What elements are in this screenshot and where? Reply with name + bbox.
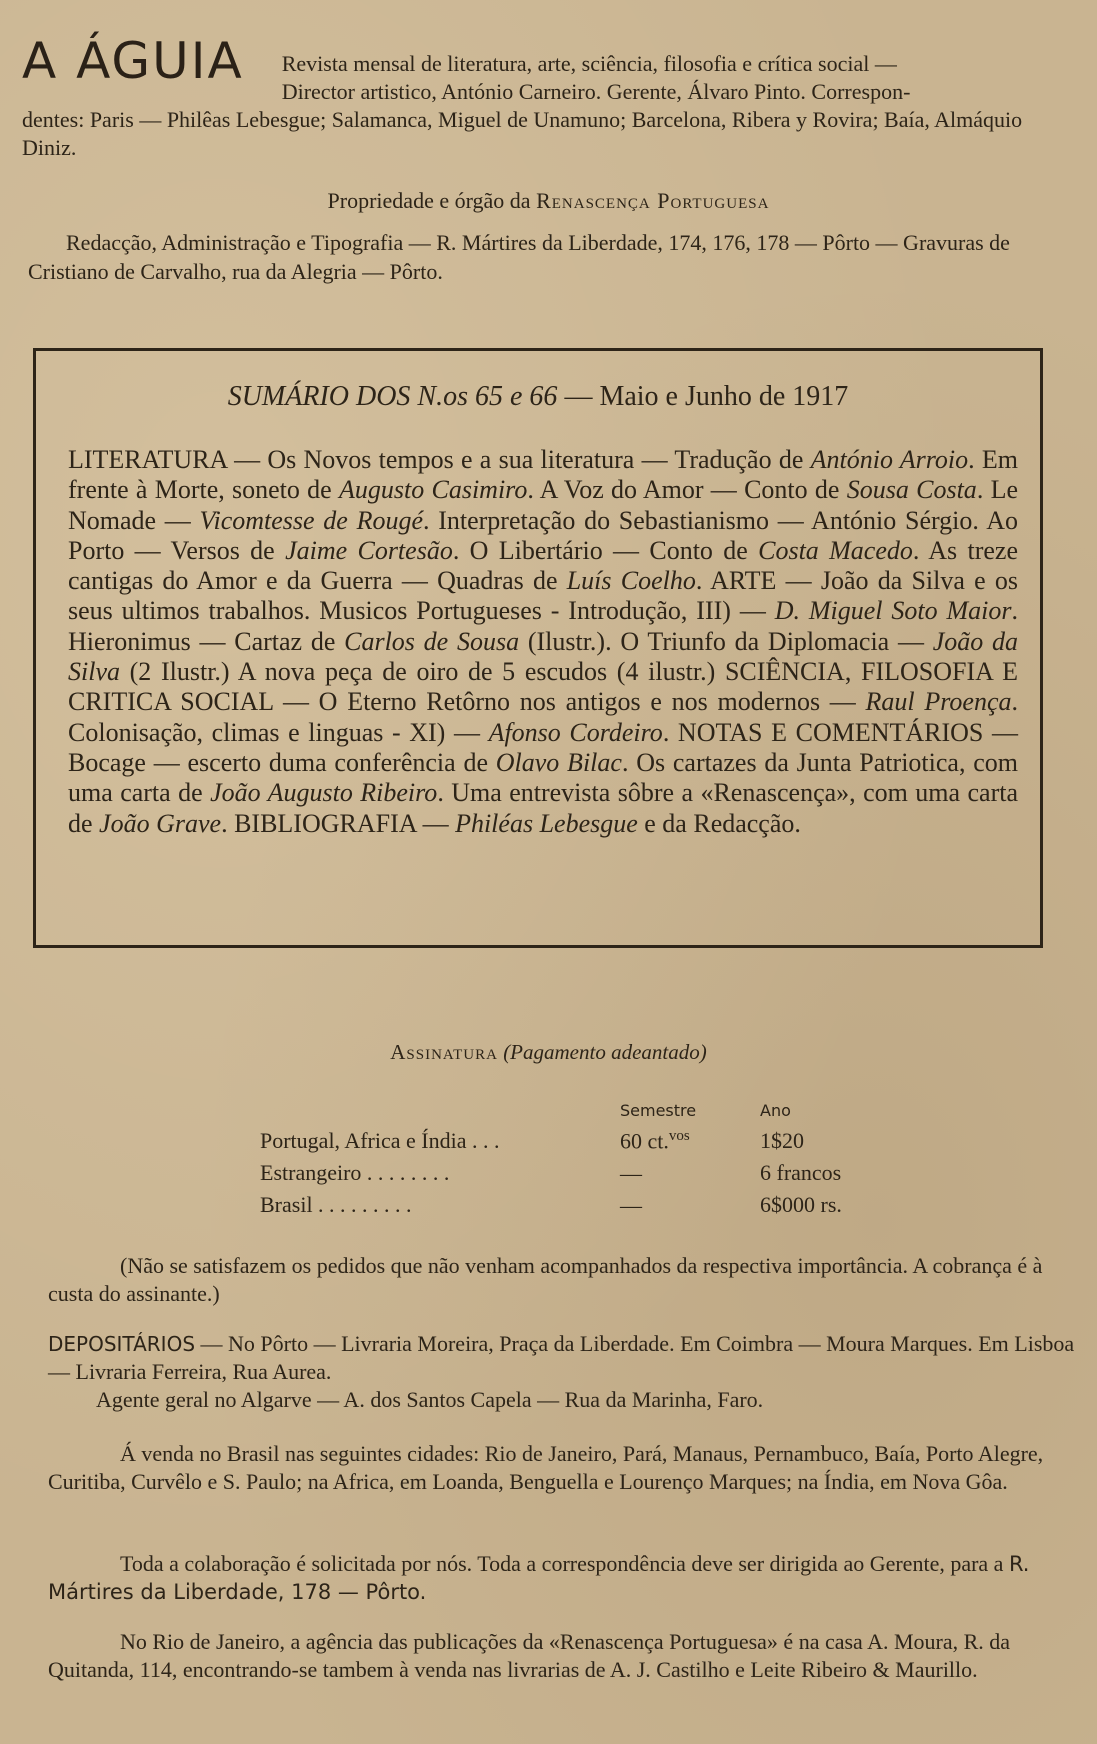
summary-text-segment: LITERATURA — Os Novos tempos e a sua literatura — Tradução de [68,445,811,474]
row-ano: 6 francos [760,1160,842,1185]
subscription-note: (Pagamento adeantado) [503,1040,707,1064]
summary-text-segment: . Em frente à Morte, soneto de [68,445,1018,505]
row-country: Estrangeiro . . . . . . . . [260,1160,450,1185]
summary-text-segment: . Le Nomade — [68,475,1019,535]
summary-text-segment: . Hieronimus — Cartaz de [68,596,1018,656]
row-semestre [620,1189,760,1221]
masthead [22,30,1082,162]
summary-text-segment: (2 Ilustr.) A nova peça de oiro de 5 escudos (4 ilustr.) SCIÊNCIA, FILOSOFIA E CRITICA SOCIAL — O Eterno Retôrno nos antigos e nos modernos — [68,657,1018,717]
row-semestre [620,1157,760,1189]
subscription-header-row [260,1095,900,1125]
summary-italic-segment: Luís Coelho [566,566,696,596]
summary-text-segment: . Interpretação do Sebastianismo — António Sérgio. Ao Porto — Versos de [68,505,1018,565]
magazine-title: A ÁGUIA [22,32,244,90]
row-ano: 6$000 rs. [760,1192,842,1217]
depositarios-text: — No Pôrto — Livraria Moreira, Praça da Liberdade. Em Coimbra — Moura Marques. Em Lisboa — Livraria Ferreira, Rua Aurea. [48,1331,1075,1384]
collaboration-address: R. Mártires da Liberdade, 178 — Pôrto. [48,1552,1030,1604]
summary-text-segment: . As treze cantigas do Amor e da Guerra — Quadras de [68,535,1018,596]
summary-italic-segment: Costa Macedo [758,535,913,565]
summary-italic-segment: Carlos de Sousa [344,626,520,656]
summary-text-segment: (Ilustr.). O Triunfo da Diplomacia — [519,626,933,656]
semestre-superscript: vos [668,1127,690,1144]
summary-text-segment: . NOTAS E COMENTÁRIOS — Bocage — escerto duma conferência de [68,717,1019,777]
subscription-heading [0,1040,1097,1065]
summary-italic-segment: D. Miguel Soto Maior [774,596,1012,626]
collaboration-text: Toda a colaboração é solicitada por nós. Toda a correspondência deve ser dirigida ao Gerente, para a [120,1551,1009,1576]
summary-title-issue: SUMÁRIO DOS N.os 65 e 66 [227,381,558,412]
table-row [260,1157,900,1189]
ownership-prefix: Propriedade e órgão da [327,188,531,213]
rio-agency-paragraph: No Rio de Janeiro, a agência das publicações da «Renascença Portuguesa» é na casa A. Moura, R. da Quitanda, 114, encontrando-se tambem à venda nas livrarias de A. J. Castilho e Leite Ribeiro & Maurillo. [48,1629,1011,1682]
summary-text-segment: . O Libertário — Conto de [452,535,759,565]
row-semestre [620,1125,760,1157]
summary-text-segment: . A Voz do Amor — Conto de [527,475,847,505]
summary-italic-segment: Augusto Casimiro [338,475,528,505]
row-ano: 1$20 [760,1128,804,1153]
sale-locations-paragraph: Á venda no Brasil nas seguintes cidades: Rio de Janeiro, Pará, Manaus, Pernambuco, Baía, Porto Alegre, Curitiba, Curvêlo e S. Paulo; na Africa, em Loanda, Benguella e Lourenço Marques; na Índia, em Nova Gôa. [48,1441,1044,1494]
summary-italic-segment: António Arroio [810,445,969,474]
summary-text-segment: e da Redacção. [637,808,801,838]
summary-italic-segment: Raul Proença [865,687,1012,717]
depositarios-label: DEPOSITÁRIOS [48,1332,196,1356]
masthead-line-1: Revista mensal de literatura, arte, sciência, filosofia e crítica social — [281,51,897,76]
subscription-table [260,1095,900,1221]
summary-text-segment: . ARTE — João da Silva e os seus ultimos trabalhos. Musicos Portugueses - Introdução, III) — [68,566,1018,626]
algarve-agent: Agente geral no Algarve — A. dos Santos Capela — Rua da Marinha, Faro. [96,1387,764,1412]
summary-italic-segment: Jaime Cortesão [285,535,453,565]
payment-note: (Não se satisfazem os pedidos que não venham acompanhados da respectiva importância. A cobrança é à custa do assinante.) [48,1253,1043,1306]
summary-italic-segment: Vicomtesse de Rougé [199,505,423,535]
summary-title-date: — Maio e Junho de 1917 [557,381,849,412]
summary-italic-segment: Olavo Bilac [495,747,622,777]
ownership-name: Renascença Portuguesa [536,188,770,213]
semestre-value: 60 ct. [620,1128,669,1154]
summary-italic-segment: Sousa Costa [846,475,977,505]
header-ano: Ano [760,1100,791,1120]
depositarios-paragraph [48,1330,1078,1414]
header-country [260,1095,620,1125]
summary-italic-segment: João Augusto Ribeiro [210,778,438,808]
row-country: Brasil . . . . . . . . . [260,1192,412,1217]
semestre-value: — [620,1192,642,1218]
semestre-value: — [620,1160,642,1186]
summary-contents [68,445,1018,839]
table-row [260,1125,900,1157]
subscription-label: Assinatura [390,1040,498,1064]
summary-title [36,381,1040,413]
summary-box [33,348,1043,948]
summary-italic-segment: Afonso Cordeiro [488,717,663,747]
header-semestre: Semestre [620,1100,697,1120]
row-country: Portugal, Africa e Índia . . . [260,1128,500,1153]
summary-italic-segment: João Grave [99,808,222,838]
masthead-line-2: Director artistico, António Carneiro. Gerente, Álvaro Pinto. Correspon- [281,79,911,104]
summary-text-segment: . Uma entrevista sôbre a «Renascença», com uma carta de [68,778,1018,838]
ownership-line [0,188,1097,214]
summary-text-segment: . Os cartazes da Junta Patriotica, com uma carta de [68,747,1018,808]
masthead-line-3: dentes: Paris — Philêas Lebesgue; Salamanca, Miguel de Unamuno; Barcelona, Ribera y Rovira; Baía, Almáquio Diniz. [22,107,1023,160]
summary-italic-segment: João da Silva [68,626,1018,687]
summary-text-segment: . BIBLIOGRAFIA — [221,808,456,838]
summary-text-segment: . Colonisação, climas e linguas - XI) — [68,687,1018,747]
collaboration-paragraph [48,1550,1078,1606]
table-row [260,1189,900,1221]
summary-italic-segment: Philéas Lebesgue [455,808,638,838]
address-paragraph: Redacção, Administração e Tipografia — R. Mártires da Liberdade, 174, 176, 178 — Pôrto — Gravuras de Cristiano de Carvalho, rua da Alegria — Pôrto. [28,230,1010,284]
